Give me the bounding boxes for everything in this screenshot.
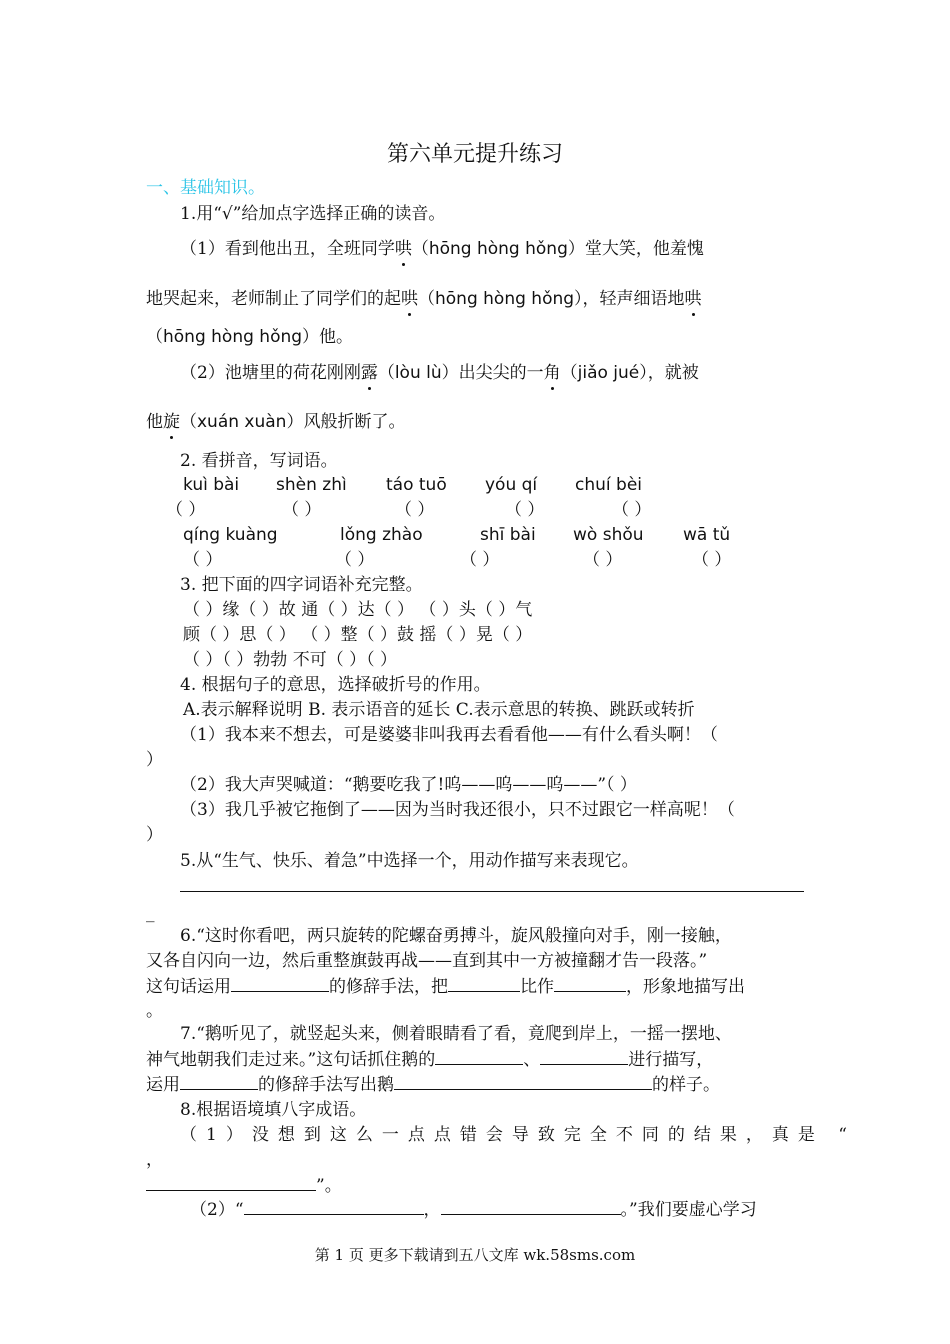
text: （1）看到他出丑，全班同学 xyxy=(180,239,395,259)
q4-s3-close: ） xyxy=(146,825,163,845)
q3-line3: （ ）（ ）勃勃 不可（ ）（ ） xyxy=(183,650,398,670)
q4-s2: （2）我大声哭喊道：“鹅要吃我了!呜——呜——呜——”（ ） xyxy=(180,775,637,795)
q3-line1: （ ）缘（ ）故 通（ ）达（ ） （ ）头（ ）气 xyxy=(183,600,533,620)
text: 地哭起来，老师制止了同学们的起 xyxy=(146,289,401,309)
dotted-char: 旋 xyxy=(163,412,180,432)
blank[interactable] xyxy=(231,975,329,992)
text: ， xyxy=(423,1200,441,1220)
text: ”。 xyxy=(316,1176,342,1196)
pinyin-word: shèn zhì xyxy=(276,475,347,495)
q3-stem: 3. 把下面的四字词语补充完整。 xyxy=(180,575,423,595)
pinyin-word: táo tuō xyxy=(386,475,447,495)
blank[interactable] xyxy=(441,1198,621,1215)
q8-s2 xyxy=(190,1198,757,1221)
blank[interactable] xyxy=(180,1073,258,1090)
answer-paren[interactable]: （ ） xyxy=(692,550,732,570)
q6-line4: 。 xyxy=(146,1001,163,1021)
text: 的样子。 xyxy=(652,1075,720,1095)
text: 、 xyxy=(523,1050,541,1070)
answer-paren[interactable]: （ ） xyxy=(183,550,223,570)
answer-paren[interactable]: （ ） xyxy=(612,500,652,520)
section-heading: 一、基础知识。 xyxy=(146,178,265,198)
text: 。”我们要虚心学习 xyxy=(620,1200,757,1220)
blank[interactable] xyxy=(435,1048,523,1065)
q1-s2-line2 xyxy=(146,411,405,433)
dotted-char: 哄 xyxy=(684,289,702,309)
answer-paren[interactable]: （ ） xyxy=(282,500,322,520)
pinyin-word: wā tǔ xyxy=(683,525,731,545)
pinyin-word: qíng kuàng xyxy=(183,525,278,545)
q7-line3 xyxy=(146,1073,720,1096)
answer-paren[interactable]: （ ） xyxy=(505,500,545,520)
q1-stem: 1.用“√”给加点字选择正确的读音。 xyxy=(180,204,446,224)
q7-line2 xyxy=(146,1048,713,1071)
answer-line[interactable] xyxy=(180,891,804,892)
q1-s2-line1 xyxy=(180,362,699,384)
pinyin-options: （jiǎo jué），就被 xyxy=(560,363,699,383)
text: 神气地朝我们走过来。”这句话抓住鹅的 xyxy=(146,1050,436,1070)
answer-line-tail: _ xyxy=(146,903,155,923)
q4-options: A.表示解释说明 B. 表示语音的延长 C.表示意思的转换、跳跃或转折 xyxy=(183,700,695,720)
pinyin-word: shī bài xyxy=(480,525,536,545)
pinyin-word: chuí bèi xyxy=(575,475,642,495)
blank[interactable] xyxy=(394,1073,652,1090)
page-title: 第六单元提升练习 xyxy=(386,142,563,167)
blank[interactable] xyxy=(554,975,626,992)
answer-paren[interactable]: （ ） xyxy=(460,550,500,570)
dotted-char: 角 xyxy=(543,363,561,383)
blank[interactable] xyxy=(244,1198,424,1215)
q1-s1-line2 xyxy=(146,288,702,310)
q4-s3: （3）我几乎被它拖倒了——因为当时我还很小，只不过跟它一样高呢！（ xyxy=(180,800,735,820)
blank[interactable] xyxy=(448,975,520,992)
pinyin-options: （hōng hòng hǒng），轻声细语地 xyxy=(418,289,685,309)
pinyin-options: （lòu lù）出尖尖的一 xyxy=(377,363,544,383)
text: 的修辞手法，把 xyxy=(329,977,448,997)
q8-s1: （1）没想到这么一点点错会导致完全不同的结果，真是 “ xyxy=(180,1125,856,1145)
q8-s1-blank-line xyxy=(146,1174,342,1197)
q8-s1-comma: ， xyxy=(146,1150,163,1170)
pinyin-word: kuì bài xyxy=(183,475,240,495)
blank[interactable] xyxy=(540,1048,628,1065)
q1-s1-line1 xyxy=(180,238,704,260)
text: 这句话运用 xyxy=(146,977,231,997)
blank[interactable] xyxy=(146,1174,316,1191)
q7-line1: 7.“鹅听见了，就竖起头来，侧着眼睛看了看，竟爬到岸上，一摇一摆地、 xyxy=(180,1024,732,1044)
q4-stem: 4. 根据句子的意思，选择破折号的作用。 xyxy=(180,675,491,695)
page-footer: 第 1 页 更多下载请到五八文库 wk.58sms.com xyxy=(314,1246,636,1264)
text: （2）“ xyxy=(190,1200,244,1220)
answer-paren[interactable]: （ ） xyxy=(166,500,206,520)
q5-stem: 5.从“生气、快乐、着急”中选择一个，用动作描写来表现它。 xyxy=(180,851,639,871)
text: 运用 xyxy=(146,1075,180,1095)
q1-s1-line3: （hōng hòng hǒng）他。 xyxy=(146,327,354,347)
q8-stem: 8.根据语境填八字成语。 xyxy=(180,1100,367,1120)
q6-line1: 6.“这时你看吧，两只旋转的陀螺奋勇搏斗，旋风般撞向对手，刚一接触， xyxy=(180,926,732,946)
q3-line2: 顾（ ）思（ ） （ ）整（ ）鼓 摇（ ）晃（ ） xyxy=(183,625,533,645)
pinyin-word: wò shǒu xyxy=(573,525,644,545)
text: （2）池塘里的荷花刚刚 xyxy=(180,363,361,383)
pinyin-word: lǒng zhào xyxy=(340,525,423,545)
q4-s1-close: ） xyxy=(146,750,163,770)
q4-s1: （1）我本来不想去，可是婆婆非叫我再去看看他——有什么看头啊！（ xyxy=(180,725,718,745)
pinyin-options: （xuán xuàn）风般折断了。 xyxy=(180,412,406,432)
pinyin-word: yóu qí xyxy=(485,475,538,495)
q6-line3 xyxy=(146,975,745,998)
dotted-char: 哄 xyxy=(394,239,412,259)
answer-paren[interactable]: （ ） xyxy=(335,550,375,570)
q2-stem: 2. 看拼音，写词语。 xyxy=(180,451,338,471)
dotted-char: 哄 xyxy=(401,289,418,309)
dotted-char: 露 xyxy=(360,363,378,383)
answer-paren[interactable]: （ ） xyxy=(583,550,623,570)
answer-paren[interactable]: （ ） xyxy=(395,500,435,520)
text: ，形象地描写出 xyxy=(626,977,745,997)
text: 进行描写， xyxy=(628,1050,714,1070)
q6-line2: 又各自闪向一边，然后重整旗鼓再战——直到其中一方被撞翻才告一段落。” xyxy=(146,951,708,971)
text: 比作 xyxy=(520,977,554,997)
text: 他 xyxy=(146,412,163,432)
pinyin-options: （hōng hòng hǒng）堂大笑，他羞愧 xyxy=(411,239,704,259)
text: 的修辞手法写出鹅 xyxy=(258,1075,394,1095)
